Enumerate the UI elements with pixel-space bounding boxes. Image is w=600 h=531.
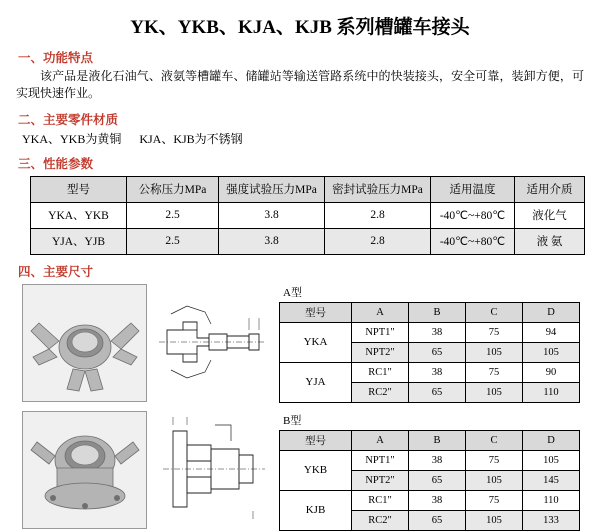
technical-drawing-b xyxy=(153,411,271,527)
dim-cell: NPT2" xyxy=(352,342,409,362)
dim-cell: 145 xyxy=(523,470,580,490)
dim-header-cell: D xyxy=(523,302,580,322)
table-row xyxy=(280,322,580,342)
perf-cell: 3.8 xyxy=(219,228,325,254)
dim-cell: NPT2" xyxy=(352,470,409,490)
dimension-table-b-wrapper xyxy=(279,403,581,531)
dim-cell: 38 xyxy=(409,450,466,470)
dim-cell: 65 xyxy=(409,342,466,362)
dim-cell: 110 xyxy=(523,382,580,402)
product-photo-b xyxy=(22,411,147,529)
dim-header-cell: B xyxy=(409,430,466,450)
table-row xyxy=(31,202,585,228)
dimension-table-a-wrapper xyxy=(279,284,581,403)
dim-cell: 75 xyxy=(466,490,523,510)
dimension-table-a xyxy=(279,302,580,403)
dim-cell: 94 xyxy=(523,322,580,342)
features-paragraph: 该产品是液化石油气、液氨等槽罐车、储罐站等输送管路系统中的快装接头，安全可靠，装卸方便，可实现快速作业。 xyxy=(16,69,584,101)
dim-cell: NPT1" xyxy=(352,322,409,342)
dim-cell: RC2" xyxy=(352,382,409,402)
dim-cell: 105 xyxy=(466,510,523,530)
perf-cell: 2.5 xyxy=(127,228,219,254)
section-heading-features: 一、功能特点 xyxy=(18,51,94,65)
performance-table xyxy=(30,176,585,255)
dim-header-cell: 型号 xyxy=(280,430,352,450)
perf-header-cell: 适用温度 xyxy=(431,176,515,202)
dim-cell: 105 xyxy=(523,342,580,362)
dim-header-cell: C xyxy=(466,430,523,450)
perf-cell: YKA、YKB xyxy=(31,202,127,228)
dimensions-section xyxy=(0,284,600,531)
dim-cell: 65 xyxy=(409,470,466,490)
dim-cell: RC1" xyxy=(352,362,409,382)
dim-cell: RC1" xyxy=(352,490,409,510)
dim-model-cell: YJA xyxy=(280,362,352,402)
dim-header-cell: A xyxy=(352,302,409,322)
table-header-row xyxy=(31,176,585,202)
dim-cell: 105 xyxy=(466,342,523,362)
section-heading-material: 二、主要零件材质 xyxy=(18,112,119,127)
perf-cell: 3.8 xyxy=(219,202,325,228)
perf-cell: 2.8 xyxy=(325,228,431,254)
dim-cell: 38 xyxy=(409,490,466,510)
page-title: YK、YKB、KJA、KJB 系列槽罐车接头 xyxy=(130,17,470,38)
perf-cell: -40℃~+80℃ xyxy=(431,228,515,254)
dim-model-cell: KJB xyxy=(280,490,352,530)
dim-cell: 75 xyxy=(466,450,523,470)
perf-header-cell: 密封试验压力MPa xyxy=(325,176,431,202)
product-photo-a xyxy=(22,284,147,402)
dim-cell: 105 xyxy=(466,470,523,490)
dim-cell: 38 xyxy=(409,322,466,342)
section-heading-performance: 三、性能参数 xyxy=(18,156,94,171)
perf-cell: 液化气 xyxy=(515,202,585,228)
dim-header-cell: B xyxy=(409,302,466,322)
perf-cell: -40℃~+80℃ xyxy=(431,202,515,228)
dim-cell: RC2" xyxy=(352,510,409,530)
dim-model-cell: YKA xyxy=(280,322,352,362)
perf-header-cell: 公称压力MPa xyxy=(127,176,219,202)
technical-drawing-a xyxy=(153,284,271,400)
dim-header-cell: A xyxy=(352,430,409,450)
perf-header-cell: 适用介质 xyxy=(515,176,585,202)
dim-header-cell: C xyxy=(466,302,523,322)
dim-cell: 90 xyxy=(523,362,580,382)
dim-cell: 75 xyxy=(466,362,523,382)
table-row xyxy=(280,362,580,382)
coupling-drawing-b-graphic xyxy=(153,411,271,527)
dim-cell: 38 xyxy=(409,362,466,382)
dim-cell: 105 xyxy=(523,450,580,470)
dim-cell: 105 xyxy=(466,382,523,402)
dim-cell: 110 xyxy=(523,490,580,510)
coupling-photo-b-graphic xyxy=(23,412,146,528)
spacer xyxy=(279,403,581,412)
dim-cell: 75 xyxy=(466,322,523,342)
table-row xyxy=(280,490,580,510)
dim-cell: 65 xyxy=(409,510,466,530)
dim-cell: 133 xyxy=(523,510,580,530)
dimension-table-a-caption: A型 xyxy=(283,286,302,299)
coupling-drawing-a-graphic xyxy=(153,284,271,400)
perf-cell: 2.5 xyxy=(127,202,219,228)
dim-cell: 65 xyxy=(409,382,466,402)
dimension-row-a xyxy=(0,284,600,403)
dimension-table-b-caption: B型 xyxy=(283,414,302,427)
dim-header-cell: 型号 xyxy=(280,302,352,322)
perf-cell: YJA、YJB xyxy=(31,228,127,254)
perf-header-cell: 型号 xyxy=(31,176,127,202)
coupling-photo-a-graphic xyxy=(23,285,146,401)
table-header-row xyxy=(280,302,580,322)
section-heading-dimensions: 四、主要尺寸 xyxy=(18,264,94,279)
perf-cell: 2.8 xyxy=(325,202,431,228)
dim-header-cell: D xyxy=(523,430,580,450)
material-line: YKA、YKB为黄铜 KJA、KJB为不锈钢 xyxy=(22,131,243,146)
table-row xyxy=(280,450,580,470)
table-row xyxy=(31,228,585,254)
table-header-row xyxy=(280,430,580,450)
dim-model-cell: YKB xyxy=(280,450,352,490)
perf-header-cell: 强度试验压力MPa xyxy=(219,176,325,202)
dim-cell: NPT1" xyxy=(352,450,409,470)
dimension-row-b xyxy=(0,403,600,531)
perf-cell: 液 氨 xyxy=(515,228,585,254)
